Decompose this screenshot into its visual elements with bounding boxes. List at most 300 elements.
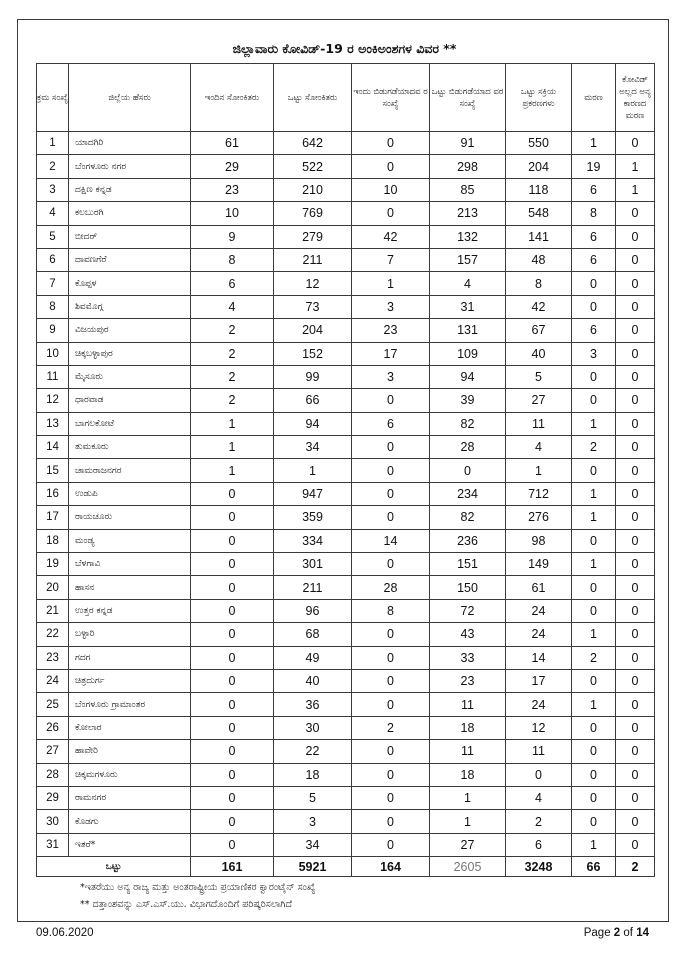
- totals-total-discharged: 2605: [430, 857, 506, 877]
- today-cases-cell: 2: [191, 342, 274, 365]
- total-cases-cell: 279: [274, 225, 352, 248]
- today-cases-cell: 0: [191, 693, 274, 716]
- total-discharged-cell: 82: [430, 506, 506, 529]
- today-discharged-cell: 23: [352, 319, 430, 342]
- total-cases-cell: 210: [274, 178, 352, 201]
- deaths-cell: 0: [572, 389, 616, 412]
- active-cases-cell: 1: [506, 459, 572, 482]
- today-cases-cell: 9: [191, 225, 274, 248]
- total-discharged-cell: 28: [430, 436, 506, 459]
- table-row: [37, 646, 655, 669]
- non-covid-deaths-cell: 0: [616, 272, 655, 295]
- serial-cell: 29: [37, 786, 69, 809]
- table-row: [37, 365, 655, 388]
- active-cases-cell: 24: [506, 599, 572, 622]
- deaths-cell: 6: [572, 178, 616, 201]
- total-cases-cell: 334: [274, 529, 352, 552]
- total-cases-cell: 3: [274, 810, 352, 833]
- active-cases-cell: 276: [506, 506, 572, 529]
- today-cases-cell: 0: [191, 833, 274, 856]
- header-active-cases: ಒಟ್ಟು ಸಕ್ರಿಯ ಪ್ರಕರಣಗಳು: [506, 64, 572, 132]
- serial-cell: 5: [37, 225, 69, 248]
- today-discharged-cell: 28: [352, 576, 430, 599]
- today-cases-cell: 0: [191, 599, 274, 622]
- today-cases-cell: 0: [191, 716, 274, 739]
- table-row: [37, 786, 655, 809]
- deaths-cell: 0: [572, 459, 616, 482]
- table-row: [37, 295, 655, 318]
- deaths-cell: 0: [572, 295, 616, 318]
- non-covid-deaths-cell: 0: [616, 786, 655, 809]
- district-name-cell: ಗದಗ: [69, 646, 191, 669]
- total-discharged-cell: 18: [430, 716, 506, 739]
- district-name-cell: ಬೆಂಗಳೂರು ನಗರ: [69, 155, 191, 178]
- district-name-cell: ದಕ್ಷಿಣ ಕನ್ನಡ: [69, 178, 191, 201]
- page-current: 2: [613, 927, 621, 939]
- table-row: [37, 319, 655, 342]
- today-cases-cell: 0: [191, 740, 274, 763]
- today-discharged-cell: 0: [352, 763, 430, 786]
- today-cases-cell: 0: [191, 576, 274, 599]
- deaths-cell: 1: [572, 833, 616, 856]
- deaths-cell: 1: [572, 623, 616, 646]
- district-name-cell: ಮಂಡ್ಯ: [69, 529, 191, 552]
- active-cases-cell: 42: [506, 295, 572, 318]
- district-name-cell: ಬೆಂಗಳೂರು ಗ್ರಾಮಾಂತರ: [69, 693, 191, 716]
- deaths-cell: 0: [572, 365, 616, 388]
- total-cases-cell: 769: [274, 202, 352, 225]
- non-covid-deaths-cell: 0: [616, 529, 655, 552]
- today-cases-cell: 0: [191, 553, 274, 576]
- deaths-cell: 1: [572, 132, 616, 155]
- today-discharged-cell: 0: [352, 623, 430, 646]
- serial-cell: 3: [37, 178, 69, 201]
- today-discharged-cell: 0: [352, 436, 430, 459]
- total-discharged-cell: 43: [430, 623, 506, 646]
- total-discharged-cell: 1: [430, 786, 506, 809]
- today-discharged-cell: 8: [352, 599, 430, 622]
- today-cases-cell: 2: [191, 365, 274, 388]
- table-row: [37, 599, 655, 622]
- active-cases-cell: 2: [506, 810, 572, 833]
- district-name-cell: ತುಮಕೂರು: [69, 436, 191, 459]
- serial-cell: 17: [37, 506, 69, 529]
- deaths-cell: 0: [572, 576, 616, 599]
- district-name-cell: ಕಲಬುರಗಿ: [69, 202, 191, 225]
- district-name-cell: ಚಿಕ್ಕಬಳ್ಳಾಪುರ: [69, 342, 191, 365]
- non-covid-deaths-cell: 1: [616, 155, 655, 178]
- table-row: [37, 763, 655, 786]
- district-stats-table: [36, 63, 655, 877]
- today-cases-cell: 29: [191, 155, 274, 178]
- header-total-discharged: ಒಟ್ಟು ಬಿಡುಗಡೆಯಾದ ವರ ಸಂಖ್ಯೆ: [430, 64, 506, 132]
- active-cases-cell: 149: [506, 553, 572, 576]
- total-discharged-cell: 18: [430, 763, 506, 786]
- total-cases-cell: 73: [274, 295, 352, 318]
- active-cases-cell: 17: [506, 669, 572, 692]
- non-covid-deaths-cell: 0: [616, 319, 655, 342]
- today-discharged-cell: 0: [352, 646, 430, 669]
- total-cases-cell: 211: [274, 576, 352, 599]
- today-cases-cell: 61: [191, 132, 274, 155]
- total-discharged-cell: 150: [430, 576, 506, 599]
- non-covid-deaths-cell: 0: [616, 342, 655, 365]
- serial-cell: 9: [37, 319, 69, 342]
- serial-cell: 10: [37, 342, 69, 365]
- total-discharged-cell: 27: [430, 833, 506, 856]
- today-discharged-cell: 6: [352, 412, 430, 435]
- non-covid-deaths-cell: 0: [616, 132, 655, 155]
- today-discharged-cell: 0: [352, 740, 430, 763]
- serial-cell: 23: [37, 646, 69, 669]
- deaths-cell: 2: [572, 436, 616, 459]
- total-cases-cell: 96: [274, 599, 352, 622]
- total-cases-cell: 34: [274, 436, 352, 459]
- active-cases-cell: 550: [506, 132, 572, 155]
- serial-cell: 8: [37, 295, 69, 318]
- total-cases-cell: 642: [274, 132, 352, 155]
- district-name-cell: ಹಾವೇರಿ: [69, 740, 191, 763]
- total-discharged-cell: 131: [430, 319, 506, 342]
- district-name-cell: ಕೋಲಾರ: [69, 716, 191, 739]
- table-row: [37, 436, 655, 459]
- totals-label: ಒಟ್ಟು: [37, 857, 191, 877]
- total-discharged-cell: 94: [430, 365, 506, 388]
- deaths-cell: 0: [572, 740, 616, 763]
- non-covid-deaths-cell: 0: [616, 669, 655, 692]
- today-discharged-cell: 0: [352, 389, 430, 412]
- serial-cell: 26: [37, 716, 69, 739]
- today-discharged-cell: 0: [352, 155, 430, 178]
- deaths-cell: 0: [572, 786, 616, 809]
- non-covid-deaths-cell: 0: [616, 599, 655, 622]
- total-cases-cell: 522: [274, 155, 352, 178]
- active-cases-cell: 6: [506, 833, 572, 856]
- active-cases-cell: 67: [506, 319, 572, 342]
- today-discharged-cell: 42: [352, 225, 430, 248]
- serial-cell: 30: [37, 810, 69, 833]
- totals-active: 3248: [506, 857, 572, 877]
- non-covid-deaths-cell: 0: [616, 365, 655, 388]
- active-cases-cell: 12: [506, 716, 572, 739]
- page-prefix: Page: [583, 927, 611, 939]
- today-cases-cell: 0: [191, 669, 274, 692]
- header-today-discharged: ಇಂದು ಬಿಡುಗಡೆಯಾದವ ರ ಸಂಖ್ಯೆ: [352, 64, 430, 132]
- total-cases-cell: 66: [274, 389, 352, 412]
- table-row: [37, 389, 655, 412]
- today-discharged-cell: 7: [352, 248, 430, 271]
- district-name-cell: ಚಿತ್ರದುರ್ಗ: [69, 669, 191, 692]
- totals-today-cases: 161: [191, 857, 274, 877]
- active-cases-cell: 61: [506, 576, 572, 599]
- serial-cell: 25: [37, 693, 69, 716]
- total-cases-cell: 301: [274, 553, 352, 576]
- active-cases-cell: 24: [506, 623, 572, 646]
- today-discharged-cell: 0: [352, 482, 430, 505]
- deaths-cell: 1: [572, 506, 616, 529]
- total-cases-cell: 99: [274, 365, 352, 388]
- today-cases-cell: 2: [191, 319, 274, 342]
- non-covid-deaths-cell: 0: [616, 389, 655, 412]
- serial-cell: 22: [37, 623, 69, 646]
- total-cases-cell: 211: [274, 248, 352, 271]
- district-name-cell: ಶಿವಮೊಗ್ಗ: [69, 295, 191, 318]
- serial-cell: 7: [37, 272, 69, 295]
- district-name-cell: ರಾಯಚೂರು: [69, 506, 191, 529]
- today-discharged-cell: 3: [352, 365, 430, 388]
- non-covid-deaths-cell: 0: [616, 202, 655, 225]
- total-cases-cell: 30: [274, 716, 352, 739]
- district-name-cell: ಮೈಸೂರು: [69, 365, 191, 388]
- today-cases-cell: 1: [191, 459, 274, 482]
- serial-cell: 14: [37, 436, 69, 459]
- serial-cell: 27: [37, 740, 69, 763]
- district-name-cell: ಚಾಮರಾಜನಗರ: [69, 459, 191, 482]
- district-name-cell: ಹಾಸನ: [69, 576, 191, 599]
- total-discharged-cell: 151: [430, 553, 506, 576]
- non-covid-deaths-cell: 0: [616, 833, 655, 856]
- today-cases-cell: 4: [191, 295, 274, 318]
- serial-cell: 19: [37, 553, 69, 576]
- page-of: of: [623, 927, 633, 939]
- total-discharged-cell: 72: [430, 599, 506, 622]
- today-discharged-cell: 1: [352, 272, 430, 295]
- header-total-cases: ಒಟ್ಟು ಸೋಂಕಿತರು: [274, 64, 352, 132]
- serial-cell: 16: [37, 482, 69, 505]
- serial-cell: 21: [37, 599, 69, 622]
- page-total: 14: [636, 927, 649, 939]
- active-cases-cell: 712: [506, 482, 572, 505]
- active-cases-cell: 27: [506, 389, 572, 412]
- active-cases-cell: 141: [506, 225, 572, 248]
- total-cases-cell: 36: [274, 693, 352, 716]
- district-name-cell: ಬೆಳಗಾವಿ: [69, 553, 191, 576]
- deaths-cell: 1: [572, 693, 616, 716]
- non-covid-deaths-cell: 0: [616, 553, 655, 576]
- table-row: [37, 553, 655, 576]
- non-covid-deaths-cell: 0: [616, 623, 655, 646]
- active-cases-cell: 48: [506, 248, 572, 271]
- total-discharged-cell: 39: [430, 389, 506, 412]
- table-row: [37, 272, 655, 295]
- today-cases-cell: 0: [191, 482, 274, 505]
- today-cases-cell: 0: [191, 529, 274, 552]
- total-cases-cell: 34: [274, 833, 352, 856]
- table-row: [37, 342, 655, 365]
- total-discharged-cell: 85: [430, 178, 506, 201]
- active-cases-cell: 548: [506, 202, 572, 225]
- today-discharged-cell: 0: [352, 132, 430, 155]
- deaths-cell: 1: [572, 482, 616, 505]
- page-number: [584, 927, 649, 939]
- active-cases-cell: 14: [506, 646, 572, 669]
- today-cases-cell: 2: [191, 389, 274, 412]
- header-serial: ಕ್ರಮ ಸಂಖ್ಯೆ: [37, 64, 69, 132]
- active-cases-cell: 40: [506, 342, 572, 365]
- header-today-cases: ಇಂದಿನ ಸೋಂಕಿತರು: [191, 64, 274, 132]
- active-cases-cell: 5: [506, 365, 572, 388]
- today-cases-cell: 1: [191, 436, 274, 459]
- total-cases-cell: 22: [274, 740, 352, 763]
- table-row: [37, 178, 655, 201]
- table-row: [37, 810, 655, 833]
- serial-cell: 20: [37, 576, 69, 599]
- table-row: [37, 225, 655, 248]
- today-discharged-cell: 0: [352, 786, 430, 809]
- table-body: [37, 132, 655, 857]
- today-cases-cell: 1: [191, 412, 274, 435]
- today-cases-cell: 0: [191, 623, 274, 646]
- today-discharged-cell: 2: [352, 716, 430, 739]
- today-discharged-cell: 0: [352, 506, 430, 529]
- active-cases-cell: 8: [506, 272, 572, 295]
- table-row: [37, 669, 655, 692]
- serial-cell: 13: [37, 412, 69, 435]
- district-name-cell: ಉತ್ತರ ಕನ್ನಡ: [69, 599, 191, 622]
- total-cases-cell: 68: [274, 623, 352, 646]
- table-row: [37, 248, 655, 271]
- footnote-others: *ಇತರೆಯು ಅನ್ಯ ರಾಜ್ಯ ಮತ್ತು ಅಂತರಾಷ್ಟ್ರೀಯ ಪ್ರಯಾಣಿಕರ ಕ್ವಾರಂಟೈನ್ ಸಂಖ್ಯೆ: [80, 882, 316, 893]
- non-covid-deaths-cell: 0: [616, 716, 655, 739]
- total-cases-cell: 49: [274, 646, 352, 669]
- district-name-cell: ಉಡುಪಿ: [69, 482, 191, 505]
- total-discharged-cell: 132: [430, 225, 506, 248]
- total-discharged-cell: 11: [430, 740, 506, 763]
- non-covid-deaths-cell: 0: [616, 576, 655, 599]
- today-discharged-cell: 0: [352, 693, 430, 716]
- today-cases-cell: 10: [191, 202, 274, 225]
- serial-cell: 11: [37, 365, 69, 388]
- total-discharged-cell: 33: [430, 646, 506, 669]
- district-name-cell: ಬೀದರ್: [69, 225, 191, 248]
- total-cases-cell: 359: [274, 506, 352, 529]
- serial-cell: 15: [37, 459, 69, 482]
- serial-cell: 6: [37, 248, 69, 271]
- total-discharged-cell: 4: [430, 272, 506, 295]
- header-non-covid-deaths: ಕೋವಿಡ್ ಅಲ್ಲದ ಅನ್ಯ ಕಾರಣದ ಮರಣ: [616, 64, 655, 132]
- total-cases-cell: 18: [274, 763, 352, 786]
- district-name-cell: ರಾಮನಗರ: [69, 786, 191, 809]
- total-cases-cell: 1: [274, 459, 352, 482]
- non-covid-deaths-cell: 0: [616, 693, 655, 716]
- active-cases-cell: 98: [506, 529, 572, 552]
- non-covid-deaths-cell: 0: [616, 506, 655, 529]
- total-cases-cell: 152: [274, 342, 352, 365]
- serial-cell: 18: [37, 529, 69, 552]
- deaths-cell: 0: [572, 272, 616, 295]
- total-cases-cell: 12: [274, 272, 352, 295]
- non-covid-deaths-cell: 1: [616, 178, 655, 201]
- total-discharged-cell: 31: [430, 295, 506, 318]
- deaths-cell: 19: [572, 155, 616, 178]
- table-row: [37, 623, 655, 646]
- deaths-cell: 0: [572, 599, 616, 622]
- district-name-cell: ಬಳ್ಳಾರಿ: [69, 623, 191, 646]
- non-covid-deaths-cell: 0: [616, 412, 655, 435]
- today-cases-cell: 0: [191, 646, 274, 669]
- deaths-cell: 3: [572, 342, 616, 365]
- today-discharged-cell: 17: [352, 342, 430, 365]
- deaths-cell: 0: [572, 763, 616, 786]
- table-row: [37, 529, 655, 552]
- serial-cell: 1: [37, 132, 69, 155]
- table-row: [37, 693, 655, 716]
- district-name-cell: ಧಾರವಾಡ: [69, 389, 191, 412]
- non-covid-deaths-cell: 0: [616, 459, 655, 482]
- serial-cell: 28: [37, 763, 69, 786]
- serial-cell: 31: [37, 833, 69, 856]
- active-cases-cell: 11: [506, 740, 572, 763]
- totals-row: [37, 857, 655, 877]
- non-covid-deaths-cell: 0: [616, 810, 655, 833]
- today-cases-cell: 0: [191, 763, 274, 786]
- report-title: ಜಿಲ್ಲಾವಾರು ಕೋವಿಡ್-19 ರ ಅಂಕಿಅಂಶಗಳ ವಿವರ **: [232, 41, 457, 56]
- total-cases-cell: 204: [274, 319, 352, 342]
- totals-today-discharged: 164: [352, 857, 430, 877]
- today-cases-cell: 0: [191, 786, 274, 809]
- table-row: [37, 155, 655, 178]
- active-cases-cell: 204: [506, 155, 572, 178]
- deaths-cell: 6: [572, 319, 616, 342]
- deaths-cell: 8: [572, 202, 616, 225]
- district-name-cell: ವಿಜಯಪುರ: [69, 319, 191, 342]
- total-cases-cell: 947: [274, 482, 352, 505]
- total-discharged-cell: 1: [430, 810, 506, 833]
- total-discharged-cell: 213: [430, 202, 506, 225]
- header-district: ಜಿಲ್ಲೆಯ ಹೆಸರು: [69, 64, 191, 132]
- active-cases-cell: 11: [506, 412, 572, 435]
- deaths-cell: 0: [572, 810, 616, 833]
- district-name-cell: ಯಾದಗಿರಿ: [69, 132, 191, 155]
- non-covid-deaths-cell: 0: [616, 225, 655, 248]
- total-discharged-cell: 91: [430, 132, 506, 155]
- total-discharged-cell: 82: [430, 412, 506, 435]
- district-name-cell: ಬಾಗಲಕೋಟೆ: [69, 412, 191, 435]
- non-covid-deaths-cell: 0: [616, 436, 655, 459]
- today-discharged-cell: 0: [352, 810, 430, 833]
- table-row: [37, 202, 655, 225]
- active-cases-cell: 118: [506, 178, 572, 201]
- table-row: [37, 132, 655, 155]
- today-discharged-cell: 3: [352, 295, 430, 318]
- non-covid-deaths-cell: 0: [616, 248, 655, 271]
- non-covid-deaths-cell: 0: [616, 295, 655, 318]
- totals-total-cases: 5921: [274, 857, 352, 877]
- deaths-cell: 0: [572, 669, 616, 692]
- district-name-cell: ದಾವಣಗೆರೆ: [69, 248, 191, 271]
- today-discharged-cell: 0: [352, 553, 430, 576]
- non-covid-deaths-cell: 0: [616, 763, 655, 786]
- active-cases-cell: 24: [506, 693, 572, 716]
- district-name-cell: ಚಿಕ್ಕಮಗಳೂರು: [69, 763, 191, 786]
- table-header-row: [37, 64, 655, 132]
- table-row: [37, 833, 655, 856]
- total-discharged-cell: 298: [430, 155, 506, 178]
- non-covid-deaths-cell: 0: [616, 482, 655, 505]
- today-discharged-cell: 10: [352, 178, 430, 201]
- today-cases-cell: 8: [191, 248, 274, 271]
- total-cases-cell: 94: [274, 412, 352, 435]
- deaths-cell: 2: [572, 646, 616, 669]
- deaths-cell: 1: [572, 553, 616, 576]
- header-deaths: ಮರಣ: [572, 64, 616, 132]
- table-row: [37, 506, 655, 529]
- today-discharged-cell: 14: [352, 529, 430, 552]
- total-discharged-cell: 234: [430, 482, 506, 505]
- today-cases-cell: 6: [191, 272, 274, 295]
- active-cases-cell: 4: [506, 436, 572, 459]
- active-cases-cell: 4: [506, 786, 572, 809]
